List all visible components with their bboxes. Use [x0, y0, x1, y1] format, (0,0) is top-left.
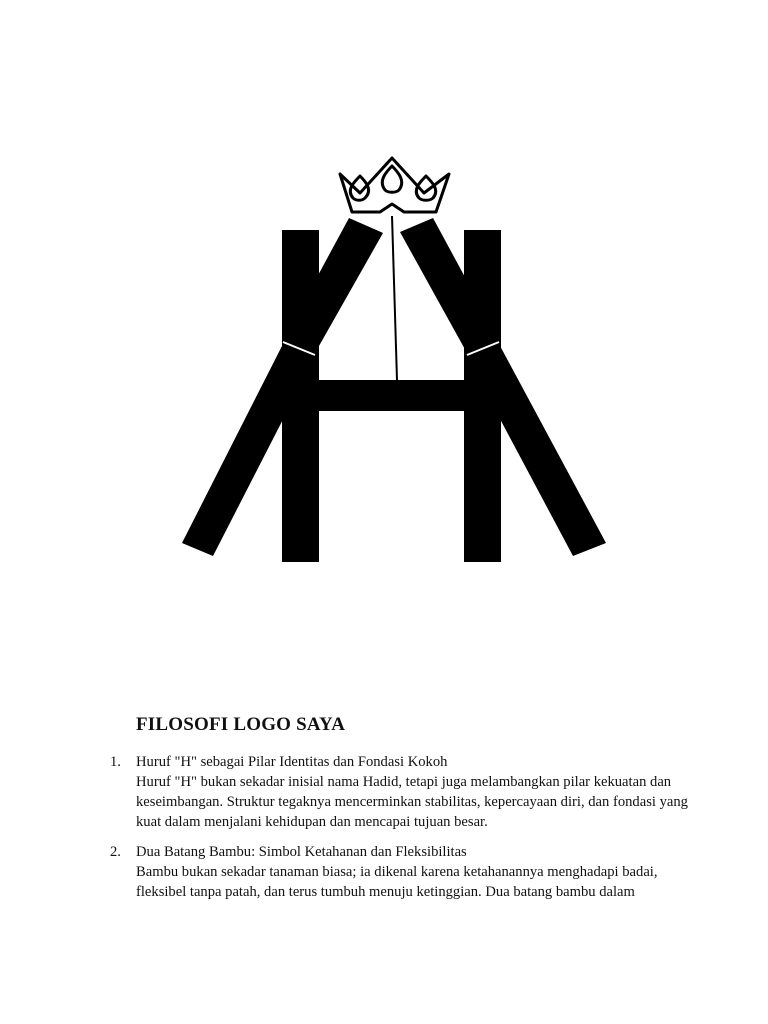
item-number: 1. [110, 754, 121, 770]
item-heading: Huruf "H" sebagai Pilar Identitas dan Fondasi Kokoh [136, 754, 448, 770]
philosophy-list [110, 752, 690, 912]
item-body: Huruf "H" bukan sekadar inisial nama Hadid, tetapi juga melambangkan pilar kekuatan dan keseimbangan. Struktur tegaknya mencerminkan stabilitas, kepercayaan diri, dan fondasi yang kuat dalam menjalani kehidupan dan mencapai tujuan besar. [136, 774, 688, 830]
item-body: Bambu bukan sekadar tanaman biasa; ia dikenal karena ketahanannya menghadapi badai, fleksibel tanpa patah, dan terus tumbuh menuju ketinggian. Dua batang bambu dalam [136, 864, 658, 900]
crown-icon [340, 158, 449, 212]
item-heading: Dua Batang Bambu: Simbol Ketahanan dan Fleksibilitas [136, 844, 467, 860]
item-number: 2. [110, 844, 121, 860]
h-crossbar [319, 380, 464, 411]
list-item [110, 752, 690, 832]
list-item [110, 842, 690, 902]
document-title: FILOSOFI LOGO SAYA [136, 714, 346, 735]
center-line [392, 216, 397, 380]
